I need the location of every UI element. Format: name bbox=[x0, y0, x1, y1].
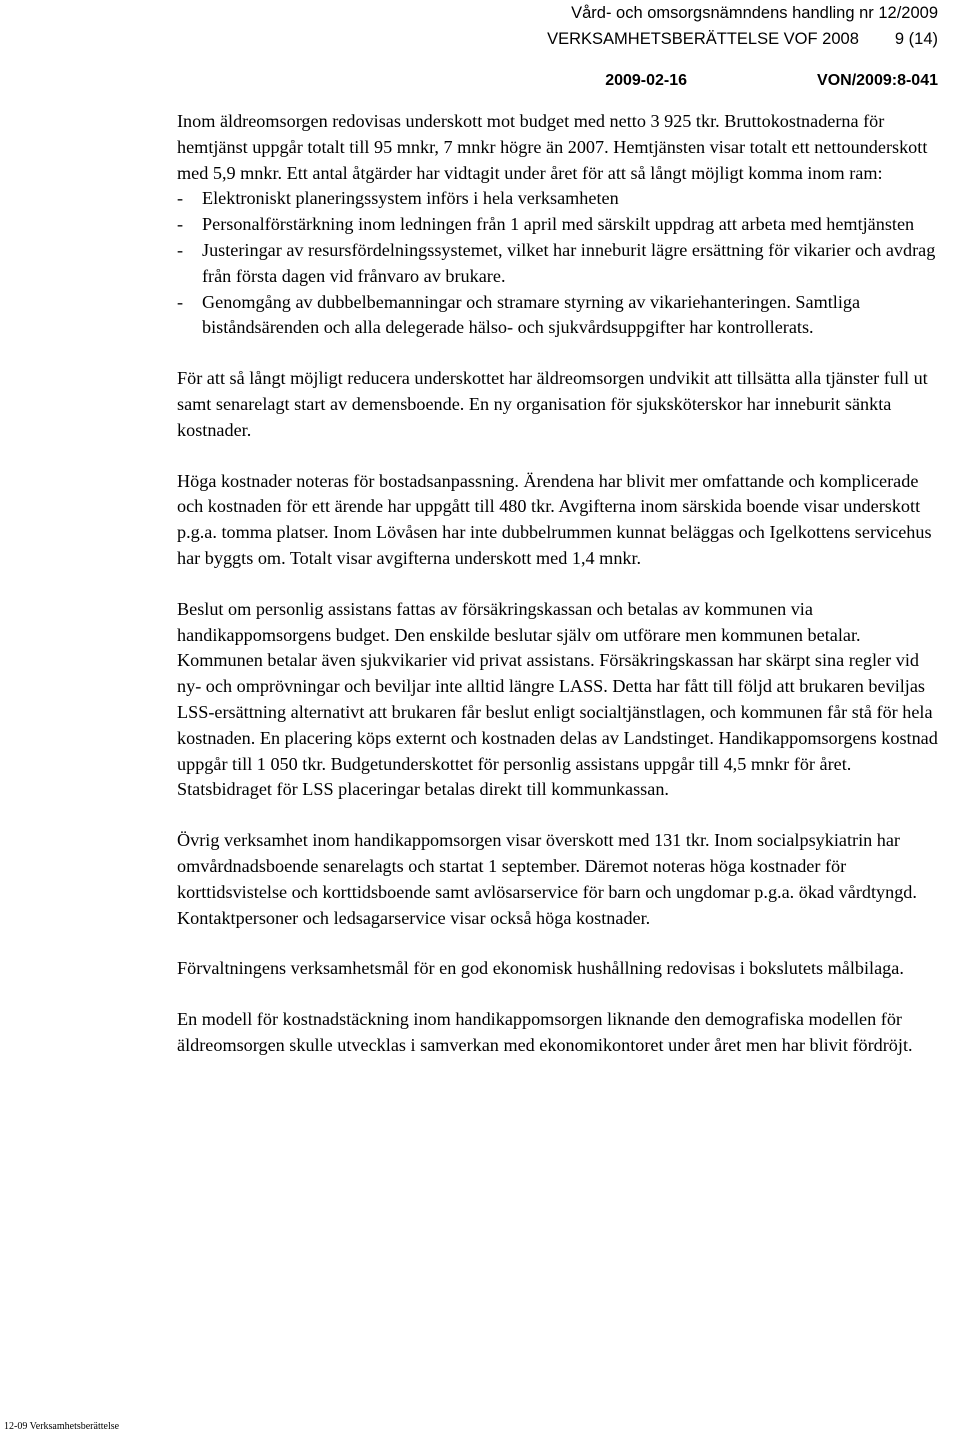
bullet-text: Elektroniskt planeringssystem införs i hela verksamheten bbox=[202, 188, 619, 209]
bullet-dash: - bbox=[177, 291, 184, 312]
bullet-text: Genomgång av dubbelbemanningar och stramare styrning av vikariehanteringen. Samtliga biståndsärenden och alla delegerade hälso- och sjukvårdsuppgifter har kontrollerats. bbox=[202, 291, 861, 338]
header-title: Vård- och omsorgsnämndens handling nr 12/2009 bbox=[571, 4, 938, 22]
header-meta bbox=[605, 71, 938, 91]
paragraph-housing: Höga kostnader noteras för bostadsanpassning. Ärendena har blivit mer omfattande och komplicerade och kostnaden för ett ärende har uppgått till 480 tkr. Avgifterna inom särskida boende visar underskott p.g.a. tomma platser. Inom Lövåsen har inte dubbelrummen kunnat beläggas och Igelkottens servicehus har byggts om. Totalt visar avgifterna underskott med 1,4 mnkr. bbox=[177, 470, 932, 568]
document-body bbox=[177, 109, 942, 1059]
header-subtitle bbox=[547, 29, 938, 49]
page-number: 9 (14) bbox=[894, 30, 938, 48]
bullet-text: Justeringar av resursfördelningssystemet, vilket har inneburit lägre ersättning för vikarier och avdrag från första dagen vid frånvaro av brukare. bbox=[202, 239, 936, 286]
intro-paragraph: Inom äldreomsorgen redovisas underskott mot budget med netto 3 925 tkr. Bruttokostnaderna för hemtjänst uppgår totalt till 95 mnkr, 7 mnkr högre än 2007. Hemtjänsten visar totalt ett nettounderskott med 5,9 mnkr. Ett antal åtgärder har vidtagit under året för att så långt möjligt komma inom ram: bbox=[177, 111, 928, 183]
bullet-item bbox=[177, 238, 942, 290]
paragraph-model: En modell för kostnadstäckning inom handikappomsorgen liknande den demografiska modellen för äldreomsorgen skulle utvecklas i samverkan med ekonomikontoret under året men har blivit fördröjt. bbox=[177, 1009, 913, 1055]
paragraph-other: Övrig verksamhet inom handikappomsorgen visar överskott med 131 tkr. Inom socialpsykiatrin har omvårdnadsboende senarelagts och startat 1 september. Däremot noteras höga kostnader för korttidsvistelse och korttidsboende samt avlösarservice för barn och ungdomar p.g.a. ökad vårdtyngd. Kontaktpersoner och ledsagarservice visar också höga kostnader. bbox=[177, 830, 917, 928]
bullet-dash: - bbox=[177, 214, 184, 235]
document-date: 2009-02-16 bbox=[605, 72, 688, 89]
bullet-dash: - bbox=[177, 239, 184, 260]
page-footer: 12-09 Verksamhetsberättelse bbox=[4, 1421, 120, 1432]
report-title: VERKSAMHETSBERÄTTELSE VOF 2008 bbox=[547, 30, 859, 48]
bullet-item bbox=[177, 186, 942, 212]
paragraph-goals: Förvaltningens verksamhetsmål för en god ekonomisk hushållning redovisas i bokslutets målbilaga. bbox=[177, 958, 904, 979]
paragraph-assistance: Beslut om personlig assistans fattas av försäkringskassan och betalas av kommunen via handikappomsorgens budget. Den enskilde beslutar själv om utförare men kommunen betalar. Kommunen betalar även sjukvikarier vid privat assistans. Försäkringskassan har skärpt sina regler vid ny- och omprövningar och beviljar inte alltid längre LASS. Detta har fått till följd att brukaren beviljas LSS-ersättning alternativt att brukaren får beslut enligt socialtjänstlagen, och kommunen får stå för hela kostnaden. En placering köps externt och kostnaden delas av Landstinget. Handikappomsorgens kostnad uppgår till 1 050 tkr. Budgetunderskottet för personlig assistans uppgår till 4,5 mnkr för året. Statsbidraget för LSS placeringar betalas direkt till kommunkassan. bbox=[177, 598, 938, 800]
bullet-item bbox=[177, 290, 942, 342]
bullet-dash: - bbox=[177, 188, 184, 209]
bullet-item bbox=[177, 212, 942, 238]
bullet-text: Personalförstärkning inom ledningen från 1 april med särskilt uppdrag att arbeta med hemtjänsten bbox=[202, 214, 915, 235]
document-reference: VON/2009:8-041 bbox=[817, 72, 938, 89]
paragraph-staffing: För att så långt möjligt reducera underskottet har äldreomsorgen undvikit att tillsätta alla tjänster full ut samt senarelagt start av demensboende. En ny organisation för sjuksköterskor har inneburit sänkta kostnader. bbox=[177, 368, 928, 440]
